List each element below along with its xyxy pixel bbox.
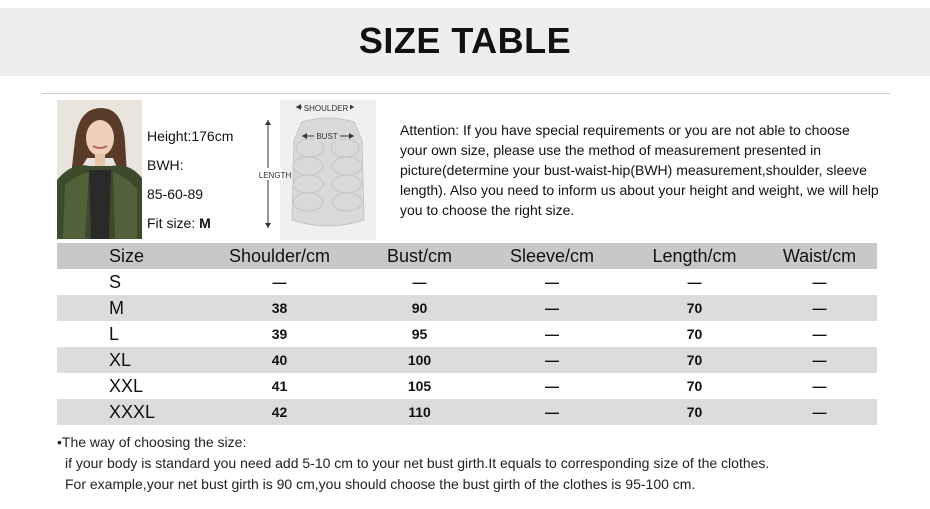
waist-cell: —: [812, 378, 827, 394]
sleeve-cell: —: [545, 378, 559, 394]
table-row: [57, 295, 877, 321]
header-size: Size: [57, 243, 197, 269]
sleeve-cell: —: [477, 399, 627, 425]
shoulder-cell: 38: [197, 295, 362, 321]
header-shoulder: Shoulder/cm: [197, 243, 362, 269]
notes-line: For example,your net bust girth is 90 cm,you should choose the bust girth of the clothes is 95-100 cm.: [65, 476, 696, 492]
fit-size-value: M: [199, 215, 211, 231]
header-sleeve: Sleeve/cm: [477, 243, 627, 269]
shoulder-cell: 40: [197, 347, 362, 373]
size-cell: L: [109, 323, 120, 344]
model-photo: [57, 100, 142, 239]
diagram-bust-label: BUST: [316, 132, 338, 141]
table-row: [57, 321, 877, 347]
attention-label: Attention:: [400, 122, 460, 138]
attention-note: [400, 120, 880, 220]
bust-cell: 100: [362, 347, 477, 373]
model-bwh-value: 85-60-89: [147, 186, 204, 202]
length-cell: 70: [686, 378, 703, 394]
waist-cell: —: [812, 274, 827, 290]
shoulder-cell: —: [272, 274, 287, 290]
length-cell: 70: [627, 347, 762, 373]
size-cell: XXL: [109, 375, 144, 396]
header-bust: Bust/cm: [362, 243, 477, 269]
bust-cell: 110: [362, 399, 477, 425]
diagram-length-label: LENGTH: [258, 171, 292, 180]
bust-cell: 95: [411, 326, 428, 342]
table-row: [57, 399, 877, 425]
sleeve-cell: —: [545, 326, 559, 342]
model-bwh-label: BWH:: [147, 157, 184, 173]
sleeve-cell: —: [477, 347, 627, 373]
table-row: [57, 373, 877, 399]
length-cell: 70: [627, 399, 762, 425]
header-waist: Waist/cm: [762, 243, 877, 269]
bust-cell: 90: [362, 295, 477, 321]
model-height: Height:176cm: [147, 128, 234, 144]
size-guide-notes: [57, 432, 769, 495]
length-cell: —: [687, 274, 702, 290]
header-length: Length/cm: [627, 243, 762, 269]
waist-cell: —: [762, 399, 877, 425]
divider: [42, 93, 890, 94]
page-title: SIZE TABLE: [358, 20, 572, 61]
length-cell: 70: [686, 326, 703, 342]
size-table: [57, 243, 877, 425]
bust-cell: 105: [407, 378, 432, 394]
attention-text: If you have special requirements or you are not able to choose your own size, please use the method of measurement presented in picture(determine your bust-waist-hip(BWH) measurement,shoulder, sleeve length). Also you need to inform us about your height and weight, we will help you to choose the right size.: [400, 122, 879, 218]
table-row: [57, 269, 877, 295]
size-cell: XL: [57, 347, 197, 373]
notes-heading: •The way of choosing the size:: [57, 434, 247, 450]
notes-line: if your body is standard you need add 5-10 cm to your net bust girth.It equals to corresponding size of the clothes.: [65, 455, 770, 471]
model-fit-size: Fit size: M: [147, 215, 211, 231]
table-header-row: [57, 243, 877, 269]
diagram-shoulder-label: SHOULDER: [303, 104, 349, 113]
size-cell: S: [109, 271, 122, 292]
waist-cell: —: [812, 326, 827, 342]
waist-cell: —: [762, 347, 877, 373]
sleeve-cell: —: [545, 274, 559, 290]
length-cell: 70: [627, 295, 762, 321]
size-cell: M: [57, 295, 197, 321]
shoulder-cell: 42: [197, 399, 362, 425]
table-row: [57, 347, 877, 373]
model-info: [147, 122, 233, 238]
sleeve-cell: —: [477, 295, 627, 321]
size-cell: XXXL: [57, 399, 197, 425]
shoulder-cell: 39: [271, 326, 288, 342]
measurement-diagram: [250, 100, 380, 240]
shoulder-cell: 41: [271, 378, 288, 394]
bust-cell: —: [412, 274, 427, 290]
waist-cell: —: [762, 295, 877, 321]
